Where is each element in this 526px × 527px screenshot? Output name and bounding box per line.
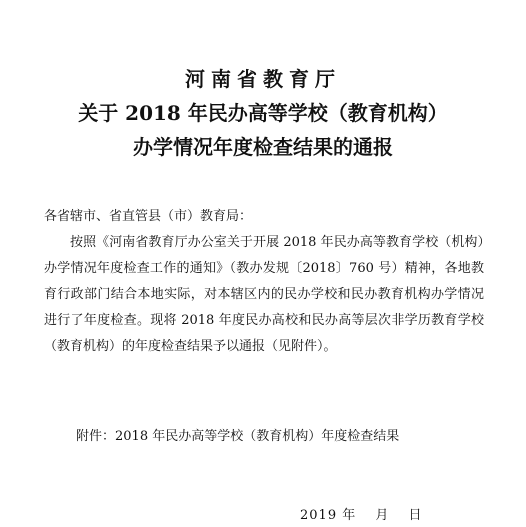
document-title	[0, 62, 526, 164]
document-body	[44, 204, 484, 360]
title-line-3: 办学情况年度检查结果的通报	[133, 135, 393, 159]
salutation: 各省辖市、省直管县（市）教育局：	[44, 209, 253, 224]
main-paragraph: 按照《河南省教育厅办公室关于开展 2018 年民办高等教育学校（机构）办学情况年度检查工作的通知》（教办发规〔2018〕760 号）精神，各地教育行政部门结合本地实际，对本辖区内的民办学校和民办教育机构办学情况进行了年度检查。现将 2018 年度民办高校和民办高等层次非学历教育学校（教育机构）的年度检查结果予以通报（见附件）。	[44, 235, 484, 354]
title-line-2: 关于 2018 年民办高等学校（教育机构）	[78, 101, 448, 125]
attachment-note: 附件：2018 年民办高等学校（教育机构）年度检查结果	[76, 429, 400, 444]
document-date: 2019 年 月 日	[300, 508, 423, 523]
issuer-title: 河南省教育厅	[185, 67, 341, 91]
